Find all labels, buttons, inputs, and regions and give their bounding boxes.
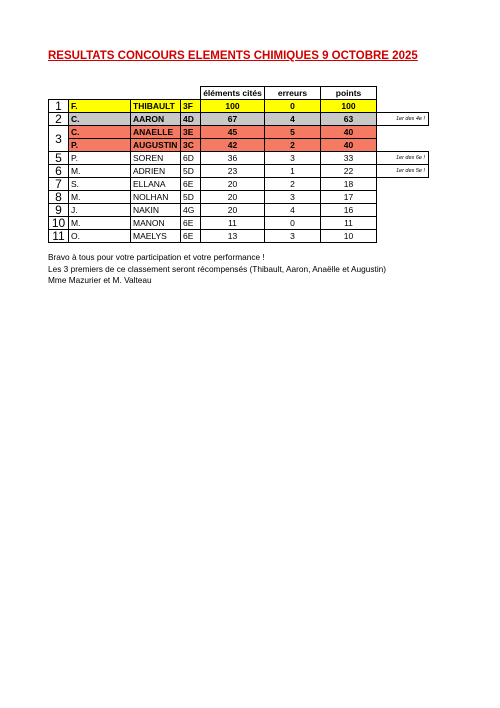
elements-cell: 20 [201,204,265,217]
note-cell [377,217,429,230]
note-cell [377,126,429,139]
footer-congrats: Bravo à tous pour votre participation et votre performance ! [48,252,265,262]
table-row [49,204,429,217]
class-cell: 6D [181,152,201,165]
initial-cell: F. [69,100,131,113]
errors-cell: 3 [265,230,321,243]
name-cell: ADRIEN [131,165,181,178]
table-row [49,126,429,139]
note-cell: 1er des 6e ! [377,152,429,165]
header-row [49,87,429,100]
points-cell: 16 [321,204,377,217]
errors-cell: 4 [265,204,321,217]
points-cell: 40 [321,126,377,139]
note-cell: 1er des 5e ! [377,165,429,178]
name-cell: ANAELLE [131,126,181,139]
rank-cell: 8 [49,191,69,204]
elements-cell: 13 [201,230,265,243]
header-points: points [321,87,377,100]
initial-cell: O. [69,230,131,243]
initial-cell: C. [69,126,131,139]
errors-cell: 5 [265,126,321,139]
class-cell: 6E [181,230,201,243]
elements-cell: 20 [201,178,265,191]
table-row [49,178,429,191]
points-cell: 33 [321,152,377,165]
rank-cell: 1 [49,100,69,113]
class-cell: 5D [181,165,201,178]
name-cell: MANON [131,217,181,230]
elements-cell: 67 [201,113,265,126]
results-table [48,86,429,243]
footer-rewards: Les 3 premiers de ce classement seront récompensés (Thibault, Aaron, Anaëlle et Augustin) [48,263,387,274]
header-elements: éléments cités [201,87,265,100]
table-row [49,165,429,178]
class-cell: 4G [181,204,201,217]
initial-cell: J. [69,204,131,217]
elements-cell: 42 [201,139,265,152]
note-cell: 1er des 4e ! [377,113,429,126]
elements-cell: 100 [201,100,265,113]
rank-cell: 11 [49,230,69,243]
elements-cell: 23 [201,165,265,178]
initial-cell: C. [69,113,131,126]
elements-cell: 36 [201,152,265,165]
elements-cell: 11 [201,217,265,230]
points-cell: 18 [321,178,377,191]
class-cell: 4D [181,113,201,126]
rank-cell: 10 [49,217,69,230]
name-cell: MAELYS [131,230,181,243]
name-cell: AUGUSTIN [131,139,181,152]
points-cell: 17 [321,191,377,204]
table-row [49,191,429,204]
class-cell: 3F [181,100,201,113]
errors-cell: 0 [265,217,321,230]
errors-cell: 1 [265,165,321,178]
name-cell: SOREN [131,152,181,165]
table-row [49,100,429,113]
table-row [49,152,429,165]
name-cell: NAKIN [131,204,181,217]
elements-cell: 20 [201,191,265,204]
header-errors: erreurs [265,87,321,100]
name-cell: NOLHAN [131,191,181,204]
note-cell [377,100,429,113]
initial-cell: M. [69,165,131,178]
name-cell: THIBAULT [131,100,181,113]
errors-cell: 2 [265,139,321,152]
rank-cell: 3 [49,126,69,152]
class-cell: 3C [181,139,201,152]
class-cell: 6E [181,217,201,230]
points-cell: 63 [321,113,377,126]
elements-cell: 45 [201,126,265,139]
note-cell [377,230,429,243]
initial-cell: S. [69,178,131,191]
table-row [49,113,429,126]
name-cell: ELLANA [131,178,181,191]
class-cell: 3E [181,126,201,139]
initial-cell: P. [69,139,131,152]
points-cell: 10 [321,230,377,243]
table-row [49,230,429,243]
note-cell [377,139,429,152]
page-title: RESULTATS CONCOURS ELEMENTS CHIMIQUES 9 OCTOBRE 2025 [48,50,418,62]
footer-signature: Mme Mazurier et M. Valteau [48,275,152,285]
rank-cell: 9 [49,204,69,217]
points-cell: 40 [321,139,377,152]
class-cell: 6E [181,178,201,191]
name-cell: AARON [131,113,181,126]
errors-cell: 3 [265,152,321,165]
rank-cell: 6 [49,165,69,178]
table-row [49,217,429,230]
initial-cell: M. [69,191,131,204]
points-cell: 100 [321,100,377,113]
note-cell [377,191,429,204]
initial-cell: M. [69,217,131,230]
rank-cell: 2 [49,113,69,126]
errors-cell: 3 [265,191,321,204]
table-row [49,139,429,152]
note-cell [377,178,429,191]
initial-cell: P. [69,152,131,165]
points-cell: 22 [321,165,377,178]
rank-cell: 5 [49,152,69,165]
footer-text [48,252,386,287]
errors-cell: 4 [265,113,321,126]
class-cell: 5D [181,191,201,204]
note-cell [377,204,429,217]
rank-cell: 7 [49,178,69,191]
errors-cell: 2 [265,178,321,191]
points-cell: 11 [321,217,377,230]
errors-cell: 0 [265,100,321,113]
